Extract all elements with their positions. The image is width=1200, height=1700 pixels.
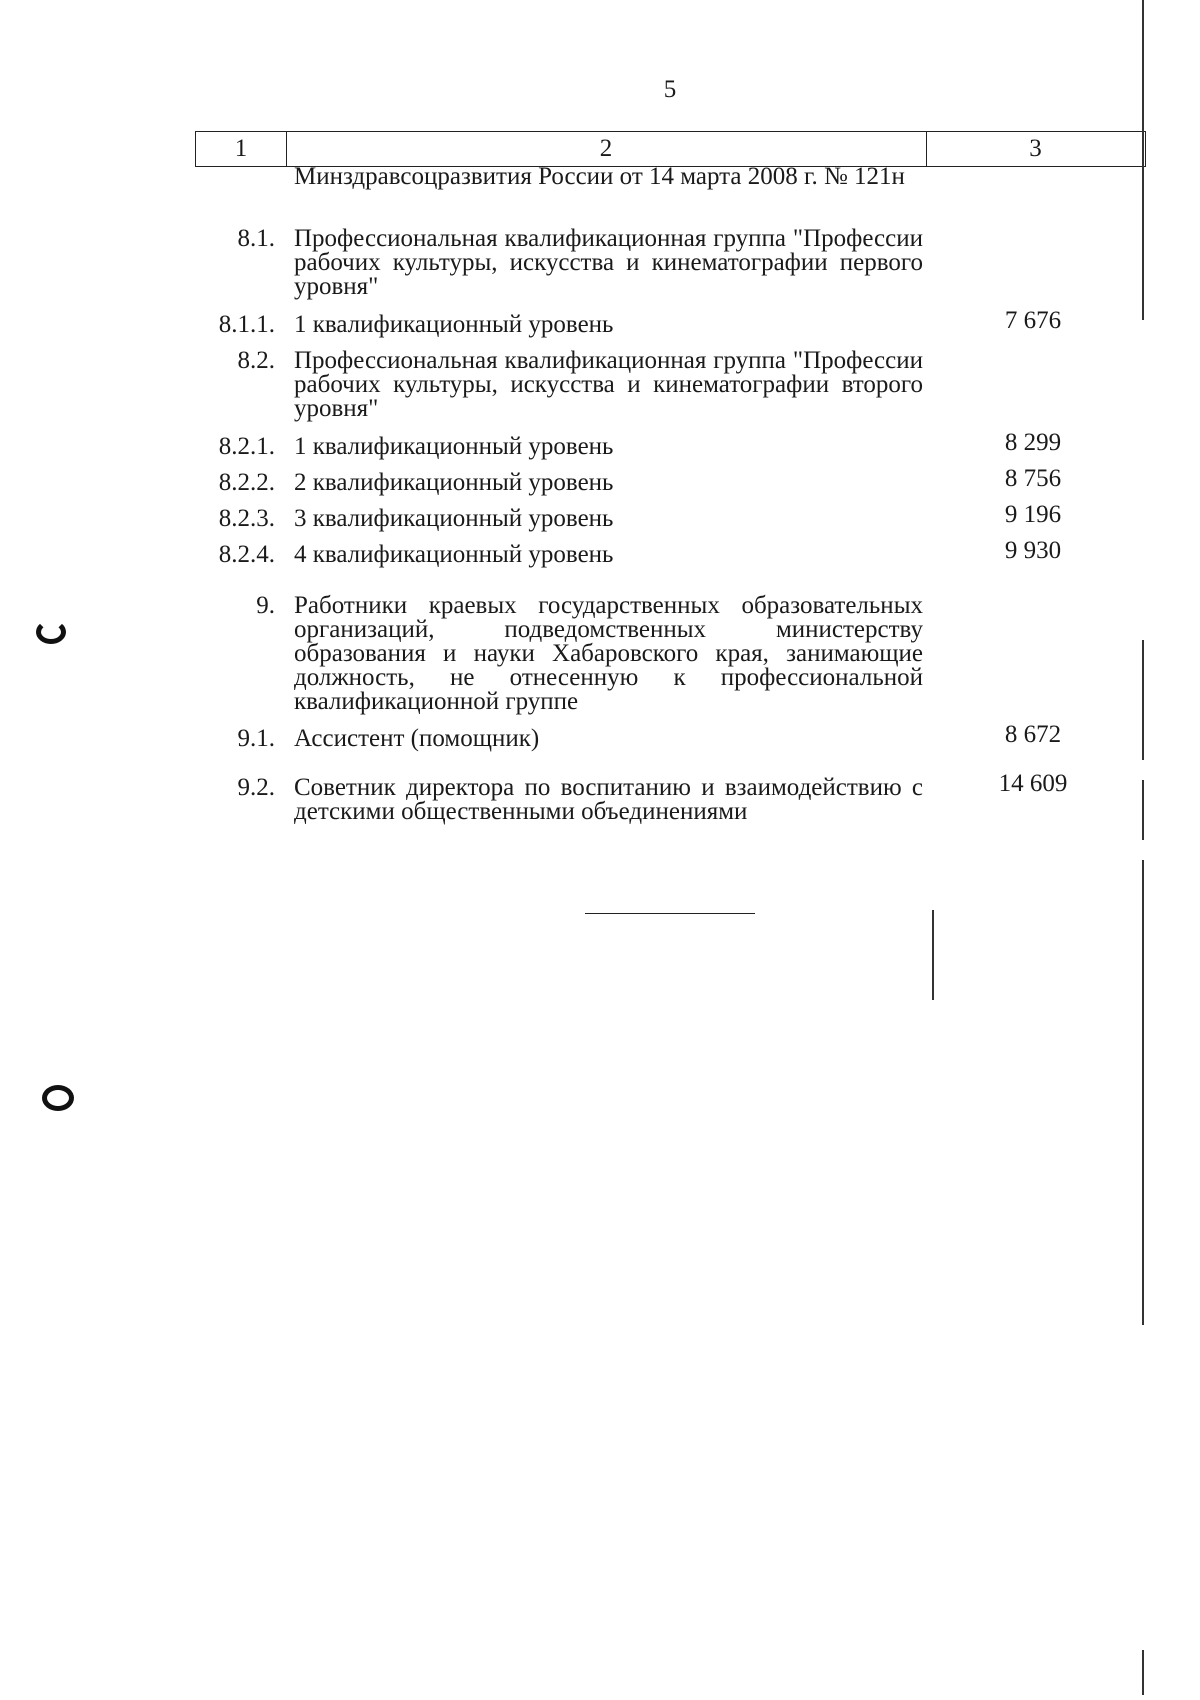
- row-value: 8 756: [1004, 465, 1062, 492]
- row-description: 4 квалификационный уровень: [294, 541, 614, 568]
- row-description: Минздравсоцразвития России от 14 марта 2008 г. № 121н: [294, 163, 905, 190]
- row-description: Профессиональная квалификационная группа "Профессии рабочих культуры, искусства и кинематографии второго уровня": [294, 347, 923, 422]
- table-header-cell: 3: [1029, 135, 1042, 162]
- row-value: 8 299: [1004, 429, 1062, 456]
- scan-edge-line: [932, 910, 934, 1000]
- scan-edge-line: [1142, 1650, 1144, 1695]
- row-number: 8.1.1.: [218, 311, 275, 338]
- row-number: 8.1.: [237, 225, 275, 252]
- row-value: 9 196: [1004, 501, 1062, 528]
- row-description: 1 квалификационный уровень: [294, 433, 614, 460]
- row-description: Профессиональная квалификационная группа "Профессии рабочих культуры, искусства и кинематографии первого уровня": [294, 225, 923, 300]
- table-header-cell: 1: [196, 132, 287, 166]
- row-description: 1 квалификационный уровень: [294, 311, 614, 338]
- row-number: 8.2.2.: [218, 469, 275, 496]
- row-number: 9.1.: [237, 725, 275, 752]
- row-number: 8.2.1.: [218, 433, 275, 460]
- row-number: 8.2.4.: [218, 541, 275, 568]
- hole-punch-mark: [36, 620, 66, 644]
- page-number: 5: [663, 76, 677, 103]
- scan-edge-line: [1142, 0, 1144, 320]
- row-number: 9.: [256, 592, 275, 619]
- row-number: 8.2.: [237, 347, 275, 374]
- table-header-cell: 2: [286, 132, 927, 166]
- row-description: Ассистент (помощник): [294, 725, 540, 752]
- scan-edge-line: [1142, 860, 1144, 1325]
- table-header-row: [195, 131, 1146, 167]
- row-value: 7 676: [1004, 307, 1062, 334]
- row-description: Советник директора по воспитанию и взаимодействию с детскими общественными объединениями: [294, 774, 923, 825]
- row-number: 8.2.3.: [218, 505, 275, 532]
- scan-edge-line: [1142, 640, 1144, 760]
- row-value: 9 930: [1004, 537, 1062, 564]
- scan-edge-line: [1142, 780, 1144, 840]
- row-description: 3 квалификационный уровень: [294, 505, 614, 532]
- hole-punch-mark: [42, 1085, 74, 1111]
- row-description: Работники краевых государственных образовательных организаций, подведомственных министерству образования и науки Хабаровского края, занимающие должность, не отнесенную к профессиональной квалификационной группе: [294, 592, 923, 715]
- row-value: 8 672: [1004, 721, 1062, 748]
- row-value: 14 609: [998, 770, 1068, 797]
- row-description: 2 квалификационный уровень: [294, 469, 614, 496]
- row-number: 9.2.: [237, 774, 275, 801]
- end-divider-line: [585, 913, 755, 914]
